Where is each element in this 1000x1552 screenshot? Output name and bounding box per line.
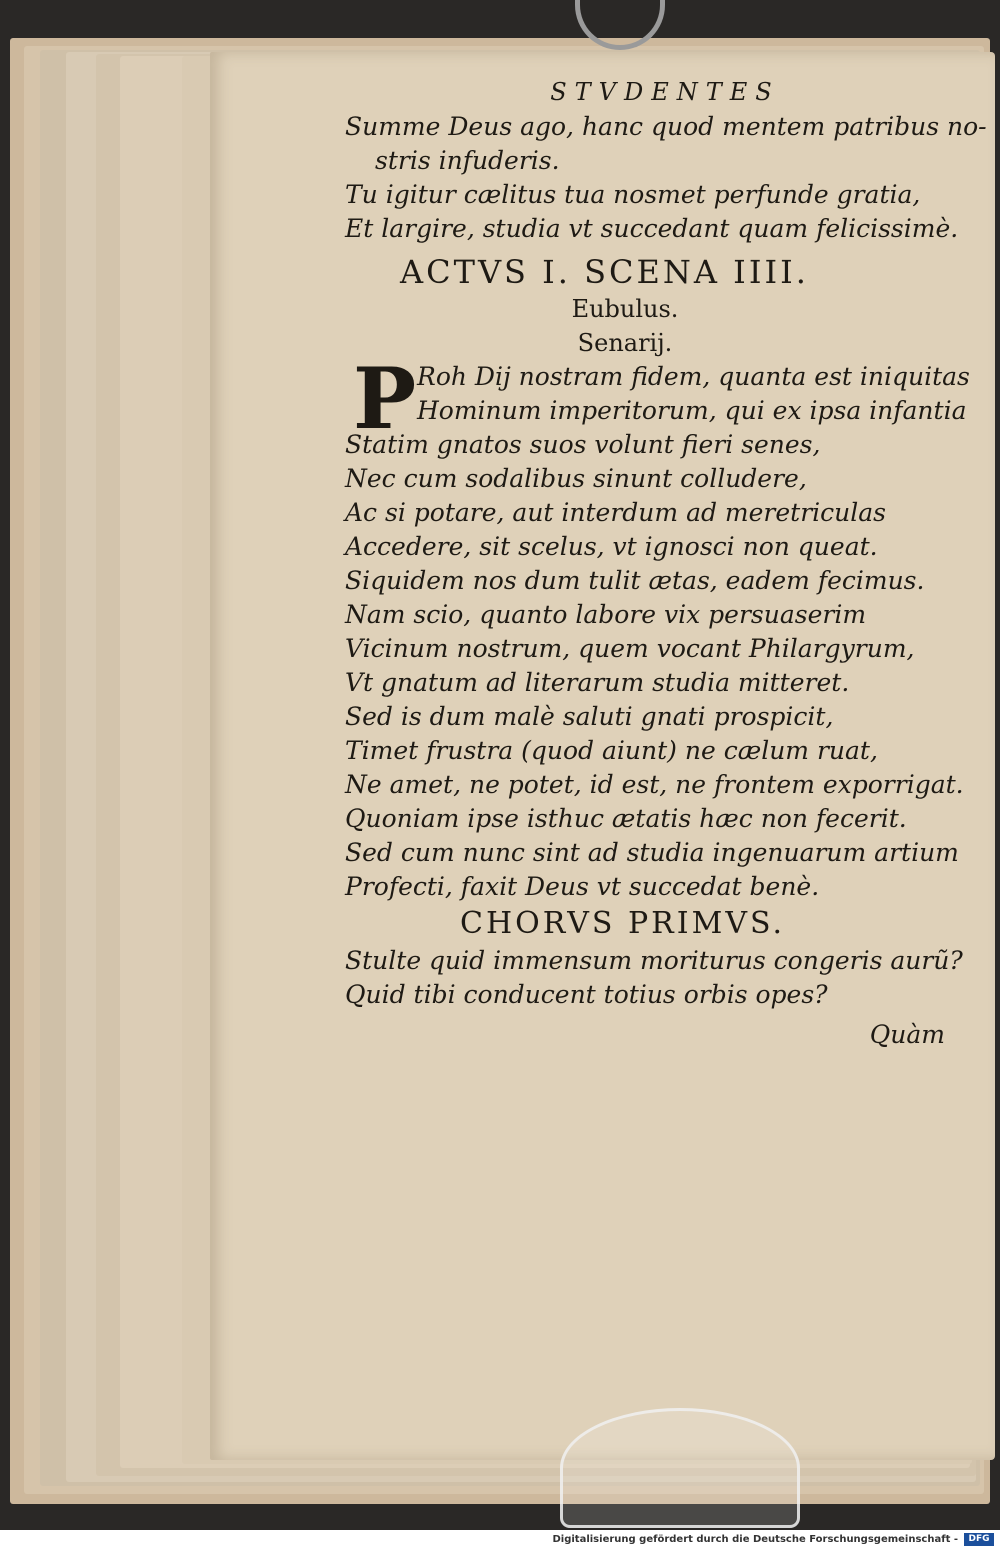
text-line: Roh Dij nostram fidem, quanta est iniquitas: [417, 362, 970, 391]
text-line: Quoniam ipse isthuc ætatis hæc non fecerit.: [345, 804, 907, 833]
text-line: Nam scio, quanto labore vix persuaserim: [345, 600, 867, 629]
text-line: Stulte quid immensum moriturus congeris aurũ?: [345, 946, 963, 975]
footer-credit: Digitalisierung gefördert durch die Deutsche Forschungsgemeinschaft -: [552, 1534, 958, 1545]
speech-block: [345, 349, 970, 904]
text-line: Ne amet, ne potet, id est, ne frontem exporrigat.: [345, 770, 964, 799]
running-head: STVDENTES: [550, 78, 780, 106]
text-line: Sed is dum malè saluti gnati prospicit,: [345, 702, 834, 731]
text-line: Quid tibi conducent totius orbis opes?: [345, 980, 828, 1009]
plastic-clip-icon: [560, 1408, 800, 1528]
chorus-heading: CHORVS PRIMVS.: [460, 906, 786, 941]
text-line: Sed cum nunc sint ad studia ingenuarum artium: [345, 838, 959, 867]
text-line: Nec cum sodalibus sinunt colludere,: [345, 464, 807, 493]
text-line: Vicinum nostrum, quem vocant Philargyrum,: [345, 634, 915, 663]
meter-label: Senarij.: [577, 329, 673, 357]
drop-cap: P: [353, 349, 417, 448]
text-line: Tu igitur cælitus tua nosmet perfunde gratia,: [345, 180, 921, 209]
text-line: Hominum imperitorum, qui ex ipsa infantia: [417, 396, 967, 425]
speaker-name: Eubulus.: [571, 295, 679, 323]
text-line: stris infuderis.: [375, 146, 560, 175]
act-heading: ACTVS I. SCENA IIII.: [400, 253, 809, 291]
dfg-logo-icon: DFG: [964, 1533, 994, 1546]
text-line: Accedere, sit scelus, vt ignosci non queat.: [345, 532, 878, 561]
text-line: Summe Deus ago, hanc quod mentem patribus no-: [345, 112, 987, 141]
page-text: [345, 78, 987, 1052]
text-line: Siquidem nos dum tulit ætas, eadem fecimus.: [345, 566, 925, 595]
text-line: Et largire, studia vt succedant quam felicissimè.: [345, 214, 959, 243]
text-line: Vt gnatum ad literarum studia mitteret.: [345, 668, 850, 697]
catchword: Quàm: [869, 1020, 945, 1049]
text-line: Profecti, faxit Deus vt succedat benè.: [345, 872, 820, 901]
text-line: Ac si potare, aut interdum ad meretriculas: [345, 498, 886, 527]
text-line: Statim gnatos suos volunt fieri senes,: [345, 430, 821, 459]
text-line: Timet frustra (quod aiunt) ne cælum ruat,: [345, 736, 878, 765]
